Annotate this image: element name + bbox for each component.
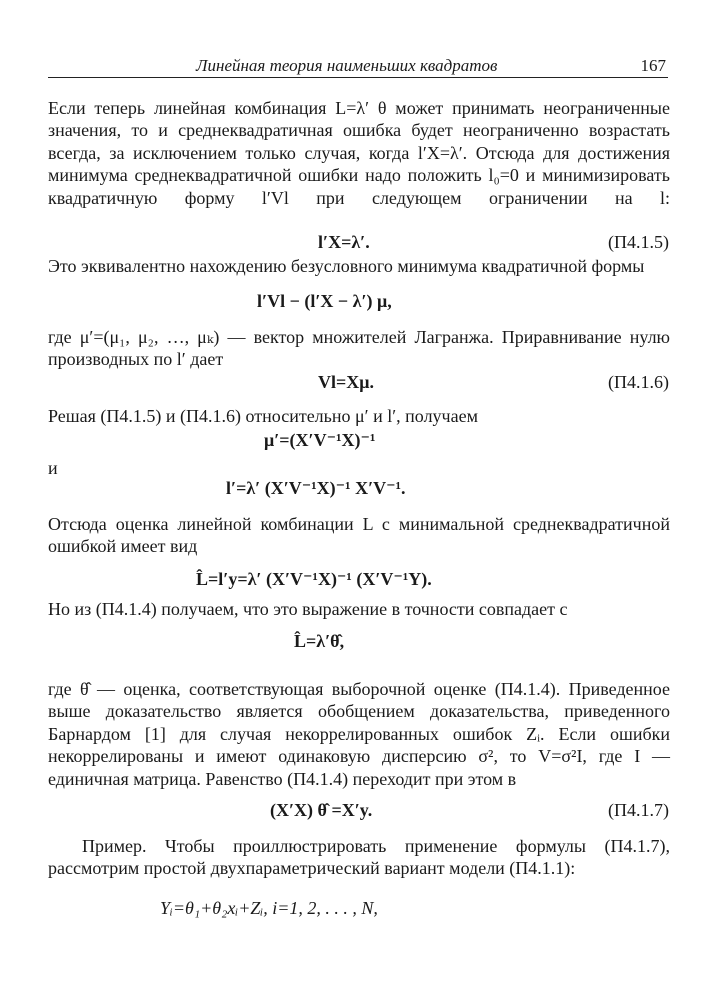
paragraph-1: Если теперь линейная комбинация L=λ′ θ может принимать неограниченные значения, то и среднеквадратичная ошибка будет неограниченно возрастать всегда, за исключением только случая, когда l′X=λ′. Отсюда для достижения минимума среднеквадратичной ошибки надо положить l₀=0 и минимизировать квадратичную форму l′Vl при следующем ограничении на l: [48, 98, 670, 208]
equation-lagrangian: l′Vl − (l′X − λ′) μ, [257, 291, 392, 311]
equation-label-p4-1-6: (П4.1.6) [608, 372, 669, 392]
paragraph-7: где θ̂ — оценка, соответствующая выборочной оценке (П4.1.4). Приведенное выше доказательство является обобщением доказательства, приведенного Барнардом [1] для случая некоррелированных ошибок Zᵢ. Если ошибки некоррелированы и имеют одинаковую дисперсию σ², то V=σ²I, где I — единичная матрица. Равенство (П4.1.4) переходит при этом в [48, 679, 670, 789]
conjunction-and: и [48, 458, 58, 478]
header-title: Линейная теория наименьших квадратов [196, 56, 498, 75]
equation-l-solution: l′=λ′ (X′V⁻¹X)⁻¹ X′V⁻¹. [226, 478, 406, 498]
equation-p4-1-7: (X′X) θ̂ =X′y. [270, 800, 373, 820]
paragraph-5: Отсюда оценка линейной комбинации L с минимальной среднеквадратичной ошибкой имеет вид [48, 514, 670, 557]
paragraph-example: Пример. Чтобы проиллюстрировать применение формулы (П4.1.7), рассмотрим простой двухпараметрический вариант модели (П4.1.1): [48, 836, 670, 879]
equation-l-hat-theta: L̂=λ′θ̂, [294, 631, 345, 651]
page-number: 167 [640, 56, 666, 75]
equation-p4-1-5: l′X=λ′. [318, 232, 370, 252]
equation-model: Yᵢ=θ₁+θ₂xᵢ+Zᵢ, i=1, 2, . . . , N, [160, 898, 378, 918]
paragraph-4: Решая (П4.1.5) и (П4.1.6) относительно μ′ и l′, получаем [48, 406, 478, 426]
paragraph-2: Это эквивалентно нахождению безусловного минимума квадратичной формы [48, 256, 645, 276]
header-rule [48, 77, 668, 78]
paragraph-3: где μ′=(μ₁, μ₂, …, μₖ) — вектор множителей Лагранжа. Приравнивание нулю производных по l′ дает [48, 327, 670, 370]
equation-p4-1-6: Vl=Xμ. [318, 372, 374, 392]
equation-mu-solution: μ′=(X′V⁻¹X)⁻¹ [264, 430, 376, 450]
equation-l-hat: L̂=l′y=λ′ (X′V⁻¹X)⁻¹ (X′V⁻¹Y). [196, 569, 432, 589]
running-header [48, 52, 668, 76]
paragraph-6: Но из (П4.1.4) получаем, что это выражение в точности совпадает с [48, 599, 568, 619]
equation-label-p4-1-7: (П4.1.7) [608, 800, 669, 820]
equation-label-p4-1-5: (П4.1.5) [608, 232, 669, 252]
